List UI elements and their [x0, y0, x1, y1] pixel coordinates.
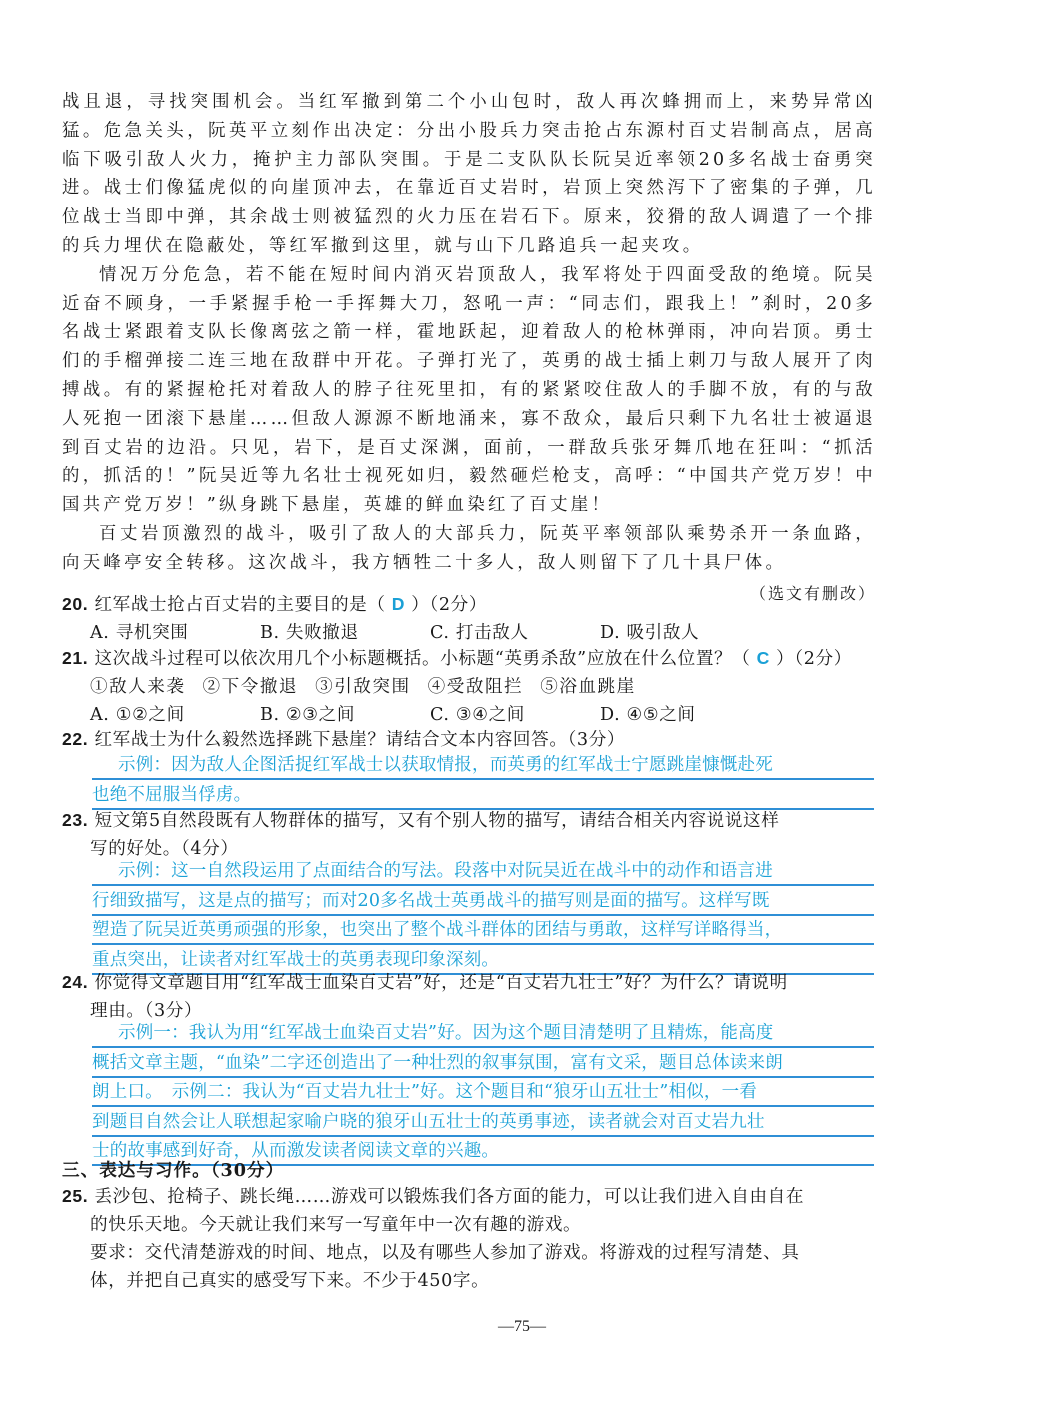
answer-line: 士的故事感到好奇，从而激发读者阅读文章的兴趣。 — [92, 1138, 874, 1166]
question-number: 23. — [62, 810, 89, 830]
question-number: 24. — [62, 972, 89, 992]
option-a: A. 寻机突围 — [90, 623, 189, 643]
question-stem-cont: 写的好处。（4分） — [90, 839, 239, 859]
answer-line: 行细致描写，这是点的描写；而对20多名战士英勇战斗的描写则是面的描写。这样写既 — [92, 888, 874, 916]
question-stem: 丢沙包、抢椅子、跳长绳……游戏可以锻炼我们各方面的能力，可以让我们进入自由自在 — [94, 1187, 805, 1207]
question-stem: 你觉得文章题目用“红军战士血染百丈岩”好，还是“百丈岩九壮士”好？为什么？请说明 — [94, 973, 788, 993]
options-row — [62, 619, 876, 647]
option-b: B. 失败撤退 — [260, 623, 359, 643]
question-stem-tail: ）（2分） — [405, 595, 488, 615]
answer-line: 也绝不屈服当俘虏。 — [92, 782, 874, 810]
handwritten-answer: C — [756, 648, 770, 668]
question-stem-tail: ）（2分） — [769, 649, 852, 669]
passage-paragraph: 百丈岩顶激烈的战斗，吸引了敌人的大部兵力，阮英平率领部队乘势杀开一条血路，向天峰亭安全转移。这次战斗，我方牺牲二十多人，敌人则留下了几十具尸体。 — [62, 523, 876, 573]
answer-line: 塑造了阮吴近英勇顽强的形象，也突出了整个战斗群体的团结与勇敢，这样写详略得当， — [92, 917, 874, 945]
handwritten-answer: D — [391, 594, 406, 614]
answer-line: 到题目自然会让人联想起家喻户晓的狼牙山五壮士的英勇事迹，读者就会对百丈岩九壮 — [92, 1109, 874, 1137]
question-25 — [62, 1182, 876, 1295]
option-d: D. 吸引敌人 — [600, 623, 700, 643]
answer-line: 重点突出，让读者对红军战士的英勇表现印象深刻。 — [92, 947, 874, 975]
question-20 — [62, 590, 876, 647]
answer-23 — [92, 858, 874, 976]
requirements-line: 要求：交代清楚游戏的时间、地点，以及有哪些人参加了游戏。将游戏的过程写清楚、具 — [90, 1243, 800, 1263]
section-heading: 三、表达与习作。（30分） — [62, 1160, 285, 1181]
requirements-line: 体，并把自己真实的感受写下来。不少于450字。 — [90, 1271, 490, 1291]
question-stem: 短文第5自然段既有人物群体的描写，又有个别人物的描写，请结合相关内容说说这样 — [94, 811, 780, 831]
question-stem-cont: 理由。（3分） — [90, 1001, 203, 1021]
question-stem: 这次战斗过程可以依次用几个小标题概括。小标题“英勇杀敌”应放在什么位置？（ — [94, 649, 757, 669]
question-stem-cont: 的快乐天地。今天就让我们来写一写童年中一次有趣的游戏。 — [90, 1215, 582, 1235]
answer-22 — [92, 752, 874, 811]
passage-paragraph: 战且退，寻找突围机会。当红军撤到第二个小山包时，敌人再次蜂拥而上，来势异常凶猛。危急关头，阮英平立刻作出决定：分出小股兵力突击抢占东源村百丈岩制高点，居高临下吸引敌人火力，掩护主力部队突围。于是二支队队长阮吴近率领20多名战士奋勇突进。战士们像猛虎似的向崖顶冲去，在靠近百丈岩时，岩顶上突然泻下了密集的子弹，几位战士当即中弹，其余战士则被猛烈的火力压在岩石下。原来，狡猾的敌人调遣了一个排的兵力埋伏在隐蔽处，等红军撤到这里，就与山下几路追兵一起夹攻。 — [62, 92, 876, 256]
question-23 — [62, 806, 876, 863]
option-b: B. ②③之间 — [260, 705, 356, 725]
question-24 — [62, 968, 876, 1025]
source-note: （选文有删改） — [749, 583, 876, 603]
answer-line: 示例一：我认为用“红军战士血染百丈岩”好。因为这个题目清楚明了且精炼，能高度 — [92, 1020, 874, 1048]
passage-paragraph: 情况万分危急，若不能在短时间内消灭岩顶敌人，我军将处于四面受敌的绝境。阮吴近奋不顾身，一手紧握手枪一手挥舞大刀，怒吼一声：“同志们，跟我上！”刹时，20多名战士紧跟着支队长像离弦之箭一样，霍地跃起，迎着敌人的枪林弹雨，冲向岩顶。勇士们的手榴弹接二连三地在敌群中开花。子弹打光了，英勇的战士插上刺刀与敌人展开了肉搏战。有的紧握枪托对着敌人的脖子往死里扣，有的紧紧咬住敌人的手脚不放，有的与敌人死抱一团滚下悬崖……但敌人源源不断地涌来，寡不敌众，最后只剩下九名壮士被逼退到百丈岩的边沿。只见，岩下，是百丈深渊，面前，一群敌兵张牙舞爪地在狂叫：“抓活的，抓活的！”阮吴近等九名壮士视死如归，毅然砸烂枪支，高呼：“中国共产党万岁！中国共产党万岁！”纵身跳下悬崖，英雄的鲜血染红了百丈崖！ — [62, 264, 876, 516]
answer-line: 示例：这一自然段运用了点面结合的写法。段落中对阮吴近在战斗中的动作和语言进 — [92, 858, 874, 886]
answer-24 — [92, 1020, 874, 1168]
reading-passage — [62, 88, 876, 608]
option-c: C. ③④之间 — [430, 705, 525, 725]
question-number: 25. — [62, 1186, 89, 1206]
question-number: 20. — [62, 594, 89, 614]
answer-line: 概括文章主题，“血染”二字还创造出了一种壮烈的叙事氛围，富有文采，题目总体读来朗 — [92, 1050, 874, 1078]
question-stem: 红军战士为什么毅然选择跳下悬崖？请结合文本内容回答。（3分） — [94, 730, 626, 750]
page-number: —75— — [498, 1318, 546, 1335]
answer-line: 示例：因为敌人企图活捉红军战士以获取情报，而英勇的红军战士宁愿跳崖慷慨赴死 — [92, 752, 874, 780]
question-number: 21. — [62, 648, 89, 668]
question-number: 22. — [62, 729, 89, 749]
answer-line: 朗上口。 示例二：我认为“百丈岩九壮士”好。这个题目和“狼牙山五壮士”相似，一看 — [92, 1079, 874, 1107]
question-stem: 红军战士抢占百丈岩的主要目的是（ — [94, 595, 392, 615]
option-c: C. 打击敌人 — [430, 623, 529, 643]
question-21 — [62, 644, 876, 729]
subtitle-items: ①敌人来袭 ②下令撤退 ③引敌突围 ④受敌阻拦 ⑤浴血跳崖 — [90, 677, 636, 697]
option-a: A. ①②之间 — [90, 705, 185, 725]
question-22 — [62, 725, 876, 754]
option-d: D. ④⑤之间 — [600, 705, 696, 725]
